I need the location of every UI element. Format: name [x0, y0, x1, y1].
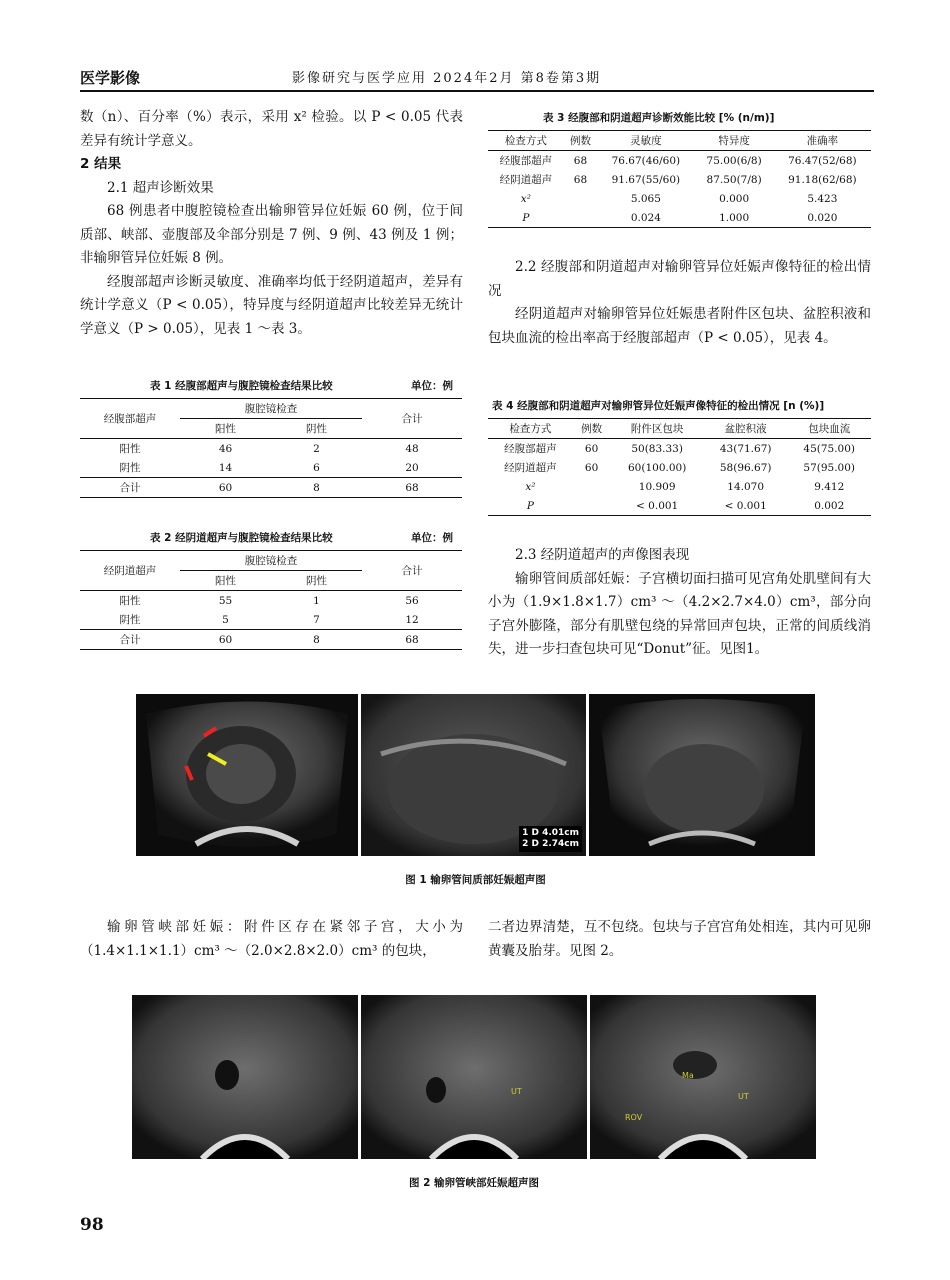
- table-cell: 60: [218, 481, 233, 494]
- figure2-caption: 图 2 输卵管峡部妊娠超声图: [408, 1177, 540, 1189]
- label-ut: UT: [738, 1092, 749, 1101]
- table-cell: 20: [405, 461, 419, 474]
- table-cell: 经阴道超声: [504, 462, 557, 474]
- table-cell: 0.002: [814, 499, 845, 512]
- table-cell: 57(95.00): [803, 461, 856, 474]
- section-heading: 2 结果: [80, 156, 122, 172]
- table-cell: 盆腔积液: [724, 423, 767, 435]
- ultrasound-image: [589, 694, 815, 856]
- left-text: [80, 106, 463, 341]
- table-cell: P: [522, 211, 530, 224]
- table-cell: 14.070: [727, 480, 765, 493]
- right-text-1: [488, 256, 871, 350]
- table-cell: x²: [520, 192, 531, 205]
- label-ut: UT: [511, 1087, 522, 1096]
- ultrasound-scan: [132, 995, 358, 1159]
- table-cell: 2: [313, 442, 320, 455]
- table-cell: 阳性: [180, 571, 271, 591]
- table-cell: 准确率: [806, 135, 839, 147]
- table-cell: 阴性: [271, 571, 362, 591]
- table-cell: [564, 208, 598, 228]
- table-cell: 8: [313, 633, 320, 646]
- subsection-heading: 2.2 经腹部和阴道超声对输卵管异位妊娠声像特征的检出情况: [488, 259, 871, 299]
- paragraph: 输卵管间质部妊娠：子宫横切面扫描可见宫角处肌壁间有大小为（1.9×1.8×1.7）cm³ ～（4.2×2.7×4.0）cm³，部分向子宫外膨隆，部分有肌壁包绕的异常回声包块，正常的间质线消失，进一步扫查包块可见“Donut”征。见图1。: [488, 570, 871, 657]
- mid-left-text: [80, 916, 463, 963]
- table-cell: 例数: [569, 135, 591, 147]
- table-cell: 10.909: [638, 480, 676, 493]
- table1-title: 表 1 经腹部超声与腹腔镜检查结果比较: [150, 380, 333, 392]
- journal-section: 医学影像: [80, 69, 141, 87]
- table-cell: [573, 477, 611, 496]
- table-cell: 12: [405, 613, 419, 626]
- table-cell: 检查方式: [504, 135, 547, 147]
- table-cell: 0.024: [630, 211, 661, 224]
- label-ma: Ma: [682, 1071, 694, 1080]
- table-cell: 经腹部超声: [80, 399, 180, 439]
- table2-title: 表 2 经阴道超声与腹腔镜检查结果比较: [150, 532, 333, 544]
- table-cell: 合计: [119, 482, 141, 494]
- subsection-heading: 2.1 超声诊断效果: [107, 179, 214, 196]
- paragraph: 经腹部超声诊断灵敏度、准确率均低于经阴道超声，差异有统计学意义（P < 0.05），特异度与经阴道超声比较差异无统计学意义（P > 0.05），见表 1 ～表 3。: [80, 273, 463, 337]
- table-cell: 76.67(46/60): [611, 154, 681, 167]
- table-cell: 75.00(6/8): [706, 154, 762, 167]
- paragraph: 输卵管峡部妊娠：附件区存在紧邻子宫，大小为（1.4×1.1×1.1）cm³ ～（2.0×2.8×2.0）cm³ 的包块，: [80, 919, 463, 959]
- table-cell: [573, 496, 611, 516]
- table-cell: < 0.001: [724, 499, 767, 512]
- table-cell: 45(75.00): [803, 442, 856, 455]
- label-rov: ROV: [625, 1113, 643, 1122]
- table-cell: 9.412: [814, 480, 845, 493]
- table-cell: 0.000: [719, 192, 750, 205]
- table-1: [80, 398, 462, 498]
- table-cell: 腹腔镜检查: [180, 399, 362, 419]
- table-cell: 阳性: [119, 595, 141, 607]
- table-cell: 5: [222, 613, 229, 626]
- paragraph: 二者边界清楚，互不包绕。包块与子宫宫角处相连，其内可见卵黄囊及胎芽。见图 2。: [488, 919, 871, 959]
- table-cell: 5.065: [630, 192, 661, 205]
- ultrasound-scan: [589, 694, 815, 856]
- paragraph: 经阴道超声对输卵管异位妊娠患者附件区包块、盆腔积液和包块血流的检出率高于经腹部超声（P < 0.05），见表 4。: [488, 306, 871, 346]
- table-cell: 经腹部超声: [499, 155, 553, 167]
- table1-unit: 单位：例: [411, 380, 453, 392]
- table2-unit: 单位：例: [411, 532, 453, 544]
- table-cell: 5.423: [807, 192, 838, 205]
- table-cell: 阳性: [119, 443, 141, 455]
- table-cell: 50(83.33): [631, 442, 683, 455]
- table-cell: 0.020: [807, 211, 838, 224]
- table-cell: 46: [218, 442, 233, 455]
- table-cell: 68: [405, 633, 419, 646]
- table-2: [80, 550, 462, 650]
- ultrasound-image: [590, 995, 816, 1159]
- table-cell: 68: [573, 154, 588, 167]
- table-cell: 60: [584, 461, 599, 474]
- table-cell: 例数: [581, 423, 603, 435]
- ultrasound-image: [136, 694, 358, 856]
- table-cell: 阳性: [180, 419, 271, 439]
- table-cell: 91.18(62/68): [788, 173, 857, 186]
- table-cell: 55: [218, 594, 233, 607]
- figure-1: [136, 694, 815, 856]
- table-cell: 检查方式: [509, 423, 552, 435]
- table-cell: 58(96.67): [719, 461, 772, 474]
- running-header: [80, 64, 874, 92]
- table-cell: 经腹部超声: [504, 443, 557, 455]
- table-cell: 包块血流: [808, 423, 851, 435]
- measurement-1: 1 D 4.01cm: [522, 828, 579, 838]
- table-4: [488, 418, 871, 516]
- table-cell: 腹腔镜检查: [180, 551, 362, 571]
- paragraph: 68 例患者中腹腔镜检查出输卵管异位妊娠 60 例，位于间质部、峡部、壶腹部及伞部分别是 7 例、9 例、43 例及 1 例；非输卵管异位妊娠 8 例。: [80, 203, 463, 266]
- table-cell: < 0.001: [636, 499, 679, 512]
- table-cell: 附件区包块: [630, 423, 684, 435]
- table-cell: [564, 189, 598, 208]
- table3-title: 表 3 经腹部和阴道超声诊断效能比较 [% (n/m)]: [543, 112, 775, 124]
- table-cell: 1: [313, 594, 320, 607]
- table-cell: 60(100.00): [628, 461, 687, 474]
- table-cell: 合计: [119, 634, 141, 646]
- table-cell: P: [526, 499, 534, 512]
- table-cell: 6: [313, 461, 320, 474]
- table-cell: 14: [218, 461, 233, 474]
- table-cell: 91.67(55/60): [611, 173, 681, 186]
- table4-title: 表 4 经腹部和阴道超声对输卵管异位妊娠声像特征的检出情况 [n (%)]: [492, 400, 825, 412]
- figure-2: [132, 995, 816, 1159]
- table-cell: 灵敏度: [630, 135, 662, 147]
- table-cell: 68: [573, 173, 588, 186]
- page-number: 98: [80, 1215, 104, 1235]
- measurement-overlay: [519, 826, 582, 852]
- table-cell: 48: [405, 442, 419, 455]
- table-cell: 经阴道超声: [499, 174, 553, 186]
- table-cell: 56: [405, 594, 419, 607]
- table-cell: 1.000: [719, 211, 750, 224]
- journal-issue: 影像研究与医学应用 2024年2月 第8卷第3期: [292, 71, 602, 86]
- table-cell: 8: [313, 481, 320, 494]
- figure1-caption: 图 1 输卵管间质部妊娠超声图: [405, 874, 546, 886]
- measurement-2: 2 D 2.74cm: [522, 839, 579, 849]
- table-cell: 76.47(52/68): [788, 154, 857, 167]
- table-cell: 68: [405, 481, 419, 494]
- table-cell: 阴性: [271, 419, 362, 439]
- ultrasound-scan: [361, 995, 587, 1159]
- table-cell: 合计: [362, 551, 462, 591]
- subsection-heading: 2.3 经阴道超声的声像图表现: [515, 547, 690, 563]
- table-cell: 7: [313, 613, 320, 626]
- ultrasound-scan: [590, 995, 816, 1159]
- table-cell: 阴性: [119, 614, 141, 626]
- right-text-2: [488, 544, 871, 662]
- table-cell: x²: [525, 480, 536, 493]
- table-cell: 43(71.67): [719, 442, 772, 455]
- mid-right-text: [488, 916, 871, 963]
- table-cell: 87.50(7/8): [706, 173, 762, 186]
- table-cell: 特异度: [718, 135, 750, 147]
- ultrasound-image: [132, 995, 358, 1159]
- table-cell: 60: [584, 442, 599, 455]
- ultrasound-image: [361, 995, 587, 1159]
- table-cell: 合计: [362, 399, 462, 439]
- table-cell: 60: [218, 633, 233, 646]
- ultrasound-image: [361, 694, 586, 856]
- ultrasound-scan: [136, 694, 358, 856]
- table-3: [488, 130, 871, 228]
- table-cell: 阴性: [119, 462, 141, 474]
- table-cell: 经阴道超声: [80, 551, 180, 591]
- paragraph: 数（n）、百分率（%）表示，采用 x² 检验。以 P < 0.05 代表差异有统计学意义。: [80, 109, 463, 149]
